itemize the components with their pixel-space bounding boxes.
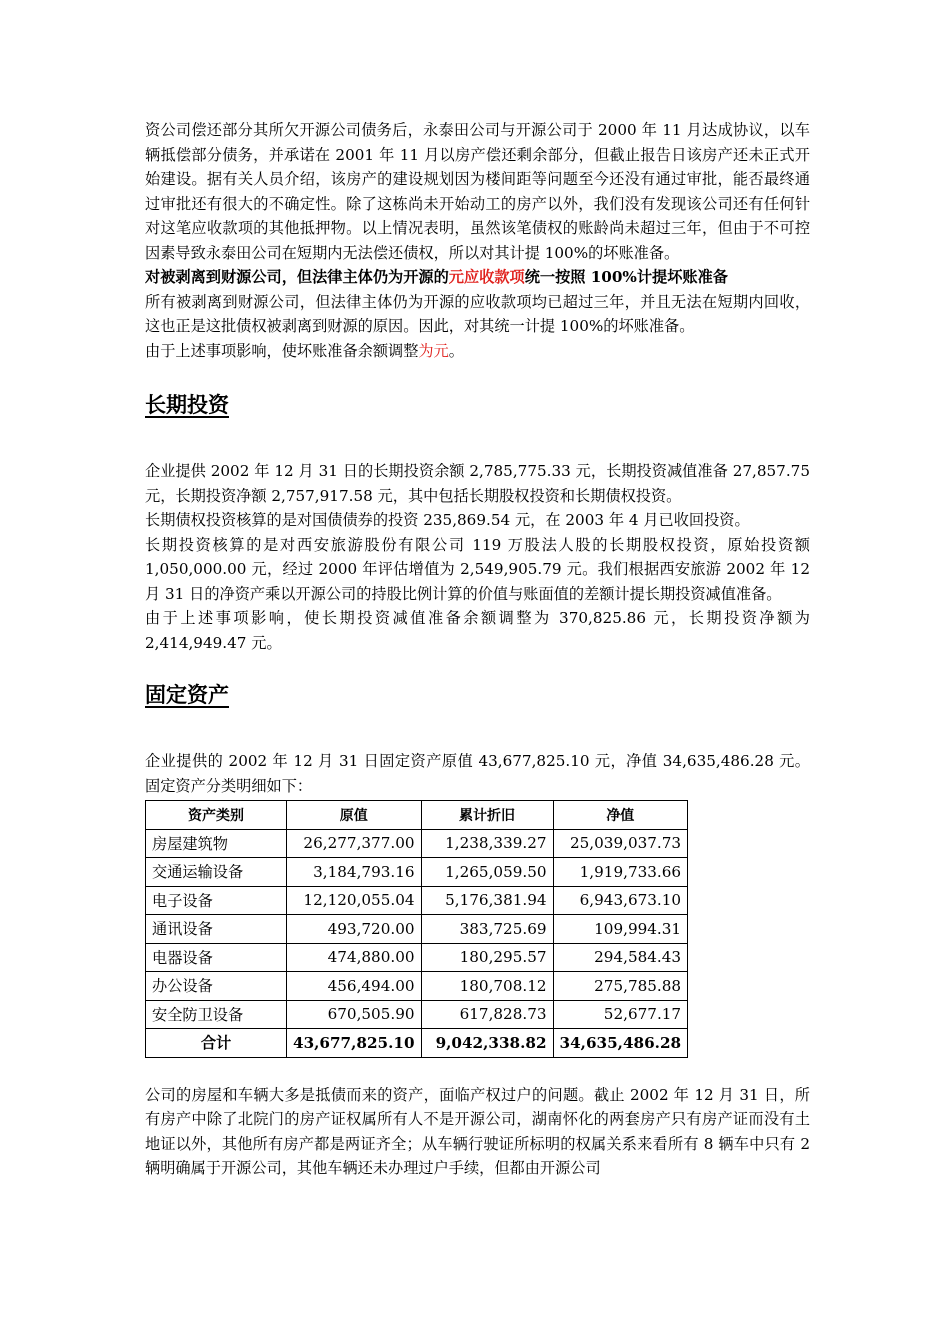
cell-original-value: 456,494.00 [287,972,422,1001]
cell-total-depreciation: 9,042,338.82 [421,1029,553,1058]
cell-total-label: 合计 [146,1029,287,1058]
paragraph-receivable-detail: 资公司偿还部分其所欠开源公司债务后，永泰田公司与开源公司于 2000 年 11 月达成协议，以车辆抵偿部分债务，并承诺在 2001 年 11 月以房产偿还剩余部分，但截止报告日该房产还未正式开始建设。据有关人员介绍，该房产的建设规划因为楼间距等问题至今还没有通过审批，能否最终通过审批还有很大的不确定性。除了这栋尚未开始动工的房产以外，我们没有发现该公司还有任何针对这笔应收款项的其他抵押物。以上情况表明，虽然该笔债权的账龄尚未超过三年，但由于不可控因素导致永泰田公司在短期内无法偿还债权，所以对其计提 100%的坏账准备。 [145,121,810,262]
header-accumulated-depreciation: 累计折旧 [421,801,553,830]
cell-category: 安全防卫设备 [146,1000,287,1029]
paragraph-property-title-issues: 公司的房屋和车辆大多是抵债而来的资产，面临产权过户的问题。截止 2002 年 12 月 31 日，所有房产中除了北院门的房产证权属所有人不是开源公司，湖南怀化的两套房产只有房产证而没有土地证以外，其他所有房产都是两证齐全；从车辆行驶证所标明的权属关系来看所有 8 辆车中只有 2 辆明确属于开源公司，其他车辆还未办理过户手续，但都由开源公司 [145,1085,810,1177]
subheading-text-part1: 对被剥离到财源公司，但法律主体仍为开源的 [145,268,449,286]
cell-net-value: 1,919,733.66 [553,858,688,887]
cell-category: 通讯设备 [146,915,287,944]
cell-net-value: 6,943,673.10 [553,886,688,915]
cell-depreciation: 180,295.57 [421,943,553,972]
paragraph-debt-investment: 长期债权投资核算的是对国债债券的投资 235,869.54 元，在 2003 年 4 月已收回投资。 [145,511,750,529]
cell-net-value: 25,039,037.73 [553,829,688,858]
cell-depreciation: 5,176,381.94 [421,886,553,915]
subheading-text-part2: 统一按照 100%计提坏账准备 [524,268,728,286]
table-row [146,943,688,972]
table-row [146,972,688,1001]
cell-original-value: 3,184,793.16 [287,858,422,887]
cell-depreciation: 383,725.69 [421,915,553,944]
paragraph-equity-investment: 长期投资核算的是对西安旅游股份有限公司 119 万股法人股的长期股权投资，原始投资额 1,050,000.00 元，经过 2000 年评估增值为 2,549,905.79 元。我们根据西安旅游 2002 年 12 月 31 日的净资产乘以开源公司的持股比例计算的价值与账面值的差额计提长期投资减值准备。 [145,535,810,603]
cell-category: 办公设备 [146,972,287,1001]
fixed-assets-table [145,800,688,1058]
table-row [146,915,688,944]
header-category: 资产类别 [146,801,287,830]
paragraph-fixed-assets-summary: 企业提供的 2002 年 12 月 31 日固定资产原值 43,677,825.10 元，净值 34,635,486.28 元。固定资产分类明细如下： [145,752,810,795]
cell-depreciation: 180,708.12 [421,972,553,1001]
adjustment-prefix: 由于上述事项影响，使坏账准备余额调整 [145,341,419,360]
paragraph-investment-adjustment: 由于上述事项影响，使长期投资减值准备余额调整为 370,825.86 元，长期投资净额为 2,414,949.47 元。 [145,609,810,652]
adjustment-red-text: 为元 [418,341,449,360]
cell-net-value: 294,584.43 [553,943,688,972]
cell-original-value: 26,277,377.00 [287,829,422,858]
cell-total-original-value: 43,677,825.10 [287,1029,422,1058]
paragraph-stripped-receivables: 所有被剥离到财源公司，但法律主体仍为开源的应收款项均已超过三年，并且无法在短期内回收，这也正是这批债权被剥离到财源的原因。因此，对其统一计提 100%的坏账准备。 [145,292,810,335]
heading-long-term-investment: 长期投资 [145,393,229,417]
document-page [145,118,810,1181]
cell-category: 房屋建筑物 [146,829,287,858]
cell-net-value: 109,994.31 [553,915,688,944]
header-net-value: 净值 [553,801,688,830]
cell-total-net-value: 34,635,486.28 [553,1029,688,1058]
table-row [146,1000,688,1029]
cell-category: 电器设备 [146,943,287,972]
cell-original-value: 670,505.90 [287,1000,422,1029]
table-row [146,886,688,915]
table-row [146,829,688,858]
cell-net-value: 275,785.88 [553,972,688,1001]
cell-depreciation: 1,265,059.50 [421,858,553,887]
cell-depreciation: 1,238,339.27 [421,829,553,858]
table-header-row [146,801,688,830]
cell-category: 电子设备 [146,886,287,915]
cell-original-value: 12,120,055.04 [287,886,422,915]
header-original-value: 原值 [287,801,422,830]
paragraph-bad-debt-adjustment [145,339,810,364]
cell-original-value: 493,720.00 [287,915,422,944]
subheading-red-text: 元应收款项 [448,268,525,286]
paragraph-investment-balance: 企业提供 2002 年 12 月 31 日的长期投资余额 2,785,775.33 元，长期投资减值准备 27,857.75 元，长期投资净额 2,757,917.58 元，其中包括长期股权投资和长期债权投资。 [145,462,810,505]
heading-fixed-assets: 固定资产 [145,683,229,707]
subheading-bad-debt-policy [145,265,810,290]
adjustment-suffix: 。 [448,341,464,360]
cell-original-value: 474,880.00 [287,943,422,972]
cell-category: 交通运输设备 [146,858,287,887]
table-total-row [146,1029,688,1058]
table-row [146,858,688,887]
cell-depreciation: 617,828.73 [421,1000,553,1029]
cell-net-value: 52,677.17 [553,1000,688,1029]
